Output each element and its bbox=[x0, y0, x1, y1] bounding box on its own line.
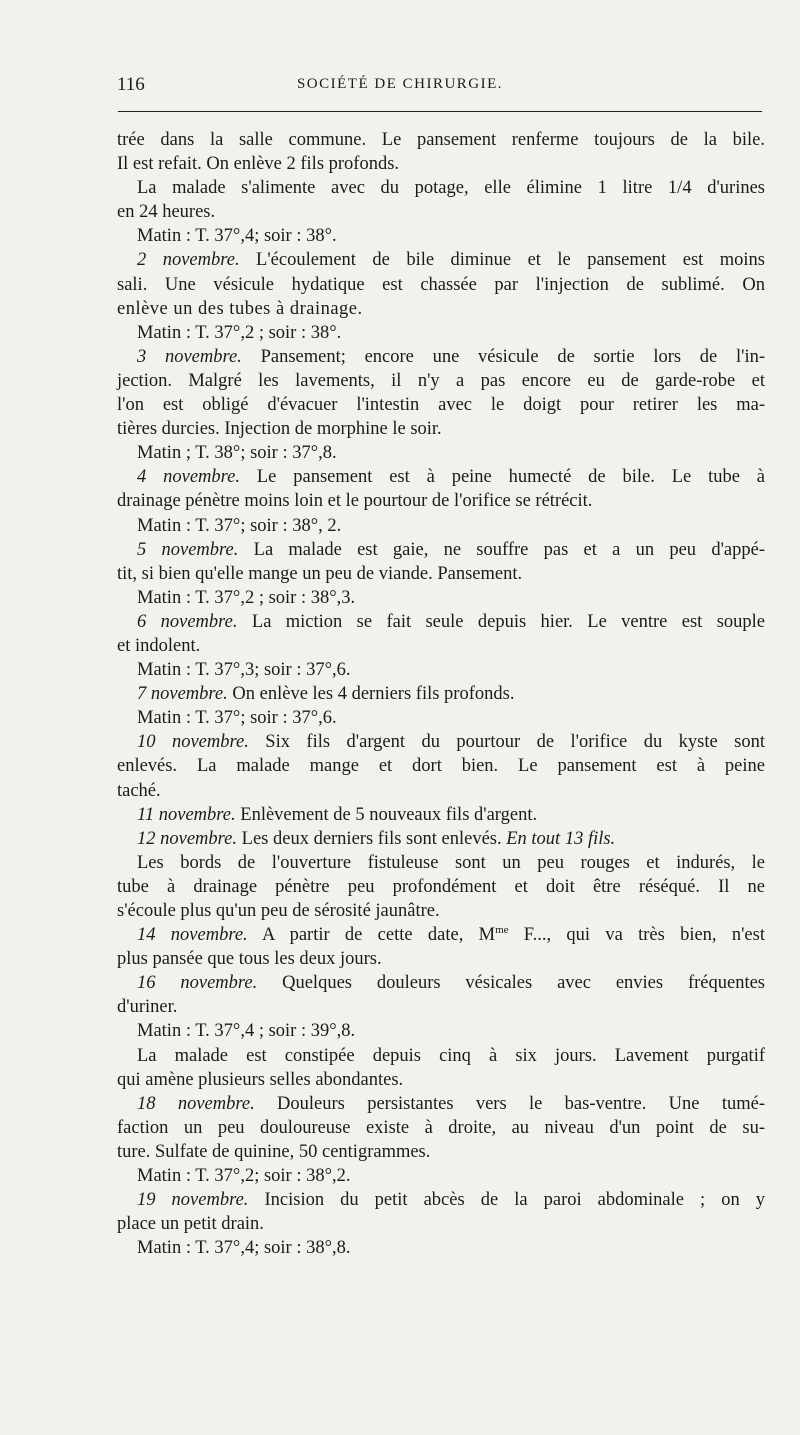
text-line bbox=[117, 1092, 765, 1116]
line-text: qui amène plusieurs selles abondantes. bbox=[117, 1069, 404, 1090]
text-line bbox=[117, 369, 765, 393]
entry-date: 4 novembre. bbox=[137, 467, 240, 488]
italic-note: En tout 13 fils. bbox=[506, 828, 616, 849]
text-line bbox=[117, 1019, 765, 1043]
text-line bbox=[117, 851, 765, 875]
text-line bbox=[117, 321, 765, 345]
text-line bbox=[117, 417, 765, 441]
line-text: taché. bbox=[117, 780, 161, 801]
entry-date: 10 novembre. bbox=[137, 732, 249, 753]
line-text: s'écoule plus qu'un peu de sérosité jaunâtre. bbox=[117, 901, 440, 921]
superscript: me bbox=[495, 923, 509, 936]
line-text: La malade est gaie, ne souffre pas et a un peu d'appé- bbox=[238, 539, 765, 560]
text-line bbox=[117, 538, 765, 562]
entry-date: 16 novembre. bbox=[137, 973, 258, 994]
page-header bbox=[0, 74, 800, 98]
text-line bbox=[117, 224, 765, 248]
text-line bbox=[117, 899, 765, 923]
entry-date: 7 novembre. bbox=[137, 684, 228, 705]
page-number: 116 bbox=[117, 74, 145, 95]
line-text: La malade est constipée depuis cinq à six jours. Lavement purgatif bbox=[137, 1045, 765, 1066]
text-line bbox=[117, 297, 765, 321]
text-line bbox=[117, 779, 765, 803]
text-line bbox=[117, 1236, 765, 1260]
running-head: SOCIÉTÉ DE CHIRURGIE. bbox=[296, 76, 504, 92]
text-line bbox=[117, 393, 765, 417]
line-text: Matin : T. 37°,3; soir : 37°,6. bbox=[137, 660, 351, 681]
body-text bbox=[117, 128, 765, 1260]
entry-date: 18 novembre. bbox=[137, 1093, 255, 1114]
entry-date: 11 novembre. bbox=[137, 804, 236, 825]
entry-date: 14 novembre. bbox=[137, 925, 248, 946]
line-text: plus pansée que tous les deux jours. bbox=[117, 949, 382, 970]
line-text: sali. Une vésicule hydatique est chassée par l'injection de sublimé. On bbox=[117, 274, 765, 295]
line-text: et indolent. bbox=[117, 635, 201, 656]
line-text: Six fils d'argent du pourtour de l'orifice du kyste sont bbox=[248, 732, 765, 753]
line-text: enlève un des tubes à drainage. bbox=[117, 298, 363, 319]
text-line bbox=[117, 1212, 765, 1236]
line-text: Matin : T. 37°,4; soir : 38°. bbox=[137, 226, 337, 247]
text-line bbox=[117, 971, 765, 995]
text-line bbox=[117, 441, 765, 465]
entry-date: 6 novembre. bbox=[137, 611, 238, 632]
line-text: d'uriner. bbox=[117, 997, 178, 1018]
text-line bbox=[117, 995, 765, 1019]
line-text: jection. Malgré les lavements, il n'y a pas encore eu de garde-robe et bbox=[117, 370, 765, 391]
text-line bbox=[117, 947, 765, 971]
line-text: Matin ; T. 38°; soir : 37°,8. bbox=[137, 443, 337, 464]
entry-date: 3 novembre. bbox=[137, 346, 242, 367]
text-line bbox=[117, 706, 765, 730]
line-text: Matin : T. 37°,4 ; soir : 39°,8. bbox=[137, 1021, 356, 1042]
text-line bbox=[117, 682, 765, 706]
text-line bbox=[117, 1116, 765, 1140]
text-line bbox=[117, 152, 765, 176]
line-text: Il est refait. On enlève 2 fils profonds. bbox=[117, 154, 400, 175]
text-line bbox=[117, 634, 765, 658]
line-text: Matin : T. 37°; soir : 37°,6. bbox=[137, 708, 337, 729]
text-line bbox=[117, 658, 765, 682]
line-text: trée dans la salle commune. Le pansement renferme toujours de la bile. bbox=[117, 130, 765, 150]
text-line bbox=[117, 754, 765, 778]
text-line bbox=[117, 514, 765, 538]
entry-date: 12 novembre. bbox=[137, 828, 238, 849]
line-text: Matin : T. 37°; soir : 38°, 2. bbox=[137, 515, 342, 536]
line-text: l'on est obligé d'évacuer l'intestin avec le doigt pour retirer les ma- bbox=[117, 395, 765, 416]
text-line bbox=[117, 1164, 765, 1188]
text-line bbox=[117, 1140, 765, 1164]
line-text: drainage pénètre moins loin et le pourtour de l'orifice se rétrécit. bbox=[117, 491, 593, 512]
text-line bbox=[117, 923, 765, 947]
line-text: tit, si bien qu'elle mange un peu de viande. Pansement. bbox=[117, 563, 523, 584]
line-text: enlevés. La malade mange et dort bien. Le pansement est à peine bbox=[117, 756, 765, 777]
text-line bbox=[117, 489, 765, 513]
line-text: La miction se fait seule depuis hier. Le ventre est souple bbox=[237, 611, 765, 632]
line-text: On enlève les 4 derniers fils profonds. bbox=[227, 684, 515, 705]
text-line bbox=[117, 562, 765, 586]
text-line bbox=[117, 248, 765, 272]
header-rule bbox=[118, 111, 762, 112]
line-text: Enlèvement de 5 nouveaux fils d'argent. bbox=[235, 804, 538, 825]
line-text: L'écoulement de bile diminue et le pansement est moins bbox=[239, 250, 765, 271]
text-line bbox=[117, 827, 765, 851]
line-text: Matin : T. 37°,2 ; soir : 38°. bbox=[137, 322, 342, 343]
text-line bbox=[117, 1068, 765, 1092]
text-line bbox=[117, 1044, 765, 1068]
line-text: Les bords de l'ouverture fistuleuse sont un peu rouges et indurés, le bbox=[137, 852, 765, 873]
line-text: tube à drainage pénètre peu profondément et doit être réséqué. Il ne bbox=[117, 876, 765, 897]
line-text: Matin : T. 37°,4; soir : 38°,8. bbox=[137, 1238, 351, 1259]
line-text: en 24 heures. bbox=[117, 202, 216, 223]
line-text: Quelques douleurs vésicales avec envies fréquentes bbox=[257, 973, 765, 994]
text-line bbox=[117, 273, 765, 297]
entry-date: 5 novembre. bbox=[137, 539, 239, 560]
line-text: Incision du petit abcès de la paroi abdominale ; on y bbox=[248, 1190, 765, 1211]
line-text: Matin : T. 37°,2 ; soir : 38°,3. bbox=[137, 587, 356, 608]
line-text: ture. Sulfate de quinine, 50 centigrammes. bbox=[117, 1141, 431, 1162]
text-line bbox=[117, 875, 765, 899]
line-text: Les deux derniers fils sont enlevés. bbox=[237, 828, 507, 849]
text-line bbox=[117, 610, 765, 634]
entry-date: 2 novembre. bbox=[137, 250, 240, 271]
line-text: Le pansement est à peine humecté de bile. Le tube à bbox=[240, 467, 765, 488]
line-text: place un petit drain. bbox=[117, 1214, 264, 1235]
line-text: Matin : T. 37°,2; soir : 38°,2. bbox=[137, 1166, 351, 1187]
text-line bbox=[117, 200, 765, 224]
text-line bbox=[117, 1188, 765, 1212]
text-line bbox=[117, 586, 765, 610]
line-text: La malade s'alimente avec du potage, elle élimine 1 litre 1/4 d'urines bbox=[137, 178, 765, 199]
line-text: faction un peu douloureuse existe à droite, au niveau d'un point de su- bbox=[117, 1117, 765, 1138]
text-line bbox=[117, 128, 765, 152]
text-line bbox=[117, 465, 765, 489]
entry-date: 19 novembre. bbox=[137, 1190, 249, 1211]
text-line bbox=[117, 803, 765, 827]
line-text-rest: F..., qui va très bien, n'est bbox=[508, 925, 765, 946]
line-text: Douleurs persistantes vers le bas-ventre. Une tumé- bbox=[254, 1093, 765, 1114]
text-line bbox=[117, 345, 765, 369]
line-text: tières durcies. Injection de morphine le soir. bbox=[117, 419, 442, 440]
line-text: A partir de cette date, M bbox=[247, 925, 496, 946]
text-line bbox=[117, 730, 765, 754]
text-line bbox=[117, 176, 765, 200]
line-text: Pansement; encore une vésicule de sortie lors de l'in- bbox=[241, 346, 765, 367]
